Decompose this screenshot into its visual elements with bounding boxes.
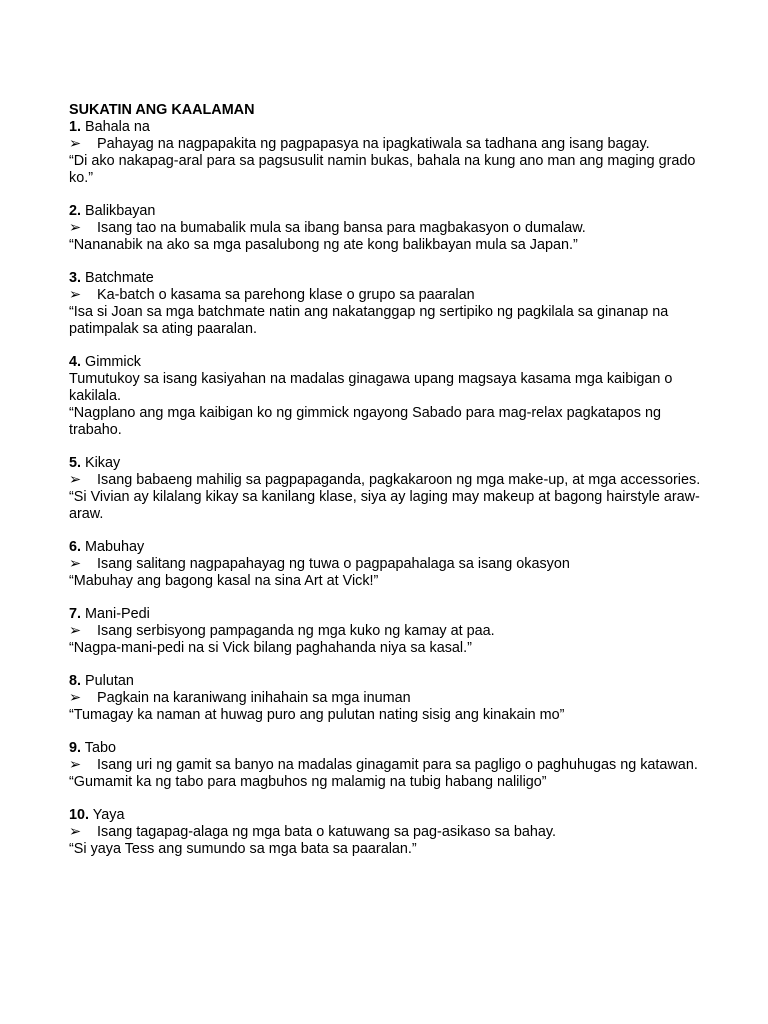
entry-number: 8. — [69, 673, 82, 689]
arrow-bullet-icon: ➢ — [69, 623, 82, 639]
vocabulary-entry — [69, 606, 709, 657]
term-line — [69, 606, 709, 623]
vocabulary-entry — [69, 270, 709, 338]
term-line — [69, 203, 709, 220]
arrow-bullet-icon: ➢ — [69, 757, 82, 773]
vocabulary-entry — [69, 354, 709, 439]
term-line — [69, 354, 709, 371]
definition-text: Ka-batch o kasama sa parehong klase o grupo sa paaralan — [97, 287, 475, 303]
example-sentence: “Tumagay ka naman at huwag puro ang pulutan nating sisig ang kinakain mo” — [69, 707, 565, 723]
definition — [69, 623, 709, 640]
arrow-bullet-icon: ➢ — [69, 472, 82, 488]
example-sentence: “Di ako nakapag-aral para sa pagsusulit namin bukas, bahala na kung ano man ang maging grado ko.” — [69, 153, 696, 186]
definition-text: Tumutukoy sa isang kasiyahan na madalas ginagawa upang magsaya kasama mga kaibigan o kakilala. — [69, 371, 673, 404]
definition — [69, 136, 709, 153]
example-sentence: “Si Vivian ay kilalang kikay sa kanilang klase, siya ay laging may makeup at bagong hairstyle araw-araw. — [69, 489, 700, 522]
definition — [69, 757, 709, 774]
term: Pulutan — [85, 673, 134, 689]
entry-number: 3. — [69, 270, 82, 286]
vocabulary-entry — [69, 740, 709, 791]
definition-text: Isang salitang nagpapahayag ng tuwa o pagpapahalaga sa isang okasyon — [97, 556, 570, 572]
definition-text: Isang tao na bumabalik mula sa ibang bansa para magbakasyon o dumalaw. — [97, 220, 586, 236]
term: Mani-Pedi — [85, 606, 150, 622]
vocabulary-entry — [69, 119, 709, 187]
term: Yaya — [92, 807, 125, 823]
entry-number: 10. — [69, 807, 90, 823]
entry-number: 6. — [69, 539, 82, 555]
example-sentence: “Nagpa-mani-pedi na si Vick bilang paghahanda niya sa kasal.” — [69, 640, 472, 656]
definition-text: Isang babaeng mahilig sa pagpapaganda, pagkakaroon ng mga make-up, at mga accessories. — [97, 472, 701, 488]
vocabulary-entry — [69, 807, 709, 858]
term: Mabuhay — [85, 539, 145, 555]
example-sentence: “Gumamit ka ng tabo para magbuhos ng malamig na tubig habang naliligo” — [69, 774, 547, 790]
term: Gimmick — [85, 354, 141, 370]
definition — [69, 824, 709, 841]
definition — [69, 287, 709, 304]
definition — [69, 690, 709, 707]
example-sentence: “Mabuhay ang bagong kasal na sina Art at Vick!” — [69, 573, 379, 589]
arrow-bullet-icon: ➢ — [69, 287, 82, 303]
term-line — [69, 673, 709, 690]
term: Bahala na — [85, 119, 150, 135]
definition-text: Pahayag na nagpapakita ng pagpapasya na ipagkatiwala sa tadhana ang isang bagay. — [97, 136, 650, 152]
definition — [69, 556, 709, 573]
term: Kikay — [85, 455, 121, 471]
term-line — [69, 455, 709, 472]
term: Balikbayan — [85, 203, 156, 219]
definition-text: Isang serbisyong pampaganda ng mga kuko ng kamay at paa. — [97, 623, 495, 639]
example-sentence: “Si yaya Tess ang sumundo sa mga bata sa paaralan.” — [69, 841, 417, 857]
definition — [69, 220, 709, 237]
term: Tabo — [84, 740, 116, 756]
definition-text: Isang tagapag-alaga ng mga bata o katuwang sa pag-asikaso sa bahay. — [97, 824, 556, 840]
document-title: SUKATIN ANG KAALAMAN — [69, 102, 255, 118]
entry-number: 1. — [69, 119, 82, 135]
definition-text: Isang uri ng gamit sa banyo na madalas ginagamit para sa pagligo o paghuhugas ng katawan. — [97, 757, 698, 773]
example-sentence: “Nagplano ang mga kaibigan ko ng gimmick ngayong Sabado para mag-relax pagkatapos ng trabaho. — [69, 405, 661, 438]
example-sentence: “Nananabik na ako sa mga pasalubong ng ate kong balikbayan mula sa Japan.” — [69, 237, 578, 253]
definition-text: Pagkain na karaniwang inihahain sa mga inuman — [97, 690, 411, 706]
arrow-bullet-icon: ➢ — [69, 220, 82, 236]
arrow-bullet-icon: ➢ — [69, 136, 82, 152]
vocabulary-entry — [69, 203, 709, 254]
entry-number: 7. — [69, 606, 82, 622]
entry-number: 2. — [69, 203, 82, 219]
arrow-bullet-icon: ➢ — [69, 690, 82, 706]
example-sentence: “Isa si Joan sa mga batchmate natin ang nakatanggap ng sertipiko ng pagkilala sa ginanap na patimpalak sa ating paaralan. — [69, 304, 669, 337]
term-line — [69, 539, 709, 556]
term-line — [69, 807, 709, 824]
vocabulary-entry — [69, 539, 709, 590]
document-page — [69, 102, 709, 874]
definition — [69, 472, 709, 489]
term-line — [69, 270, 709, 287]
entry-number: 4. — [69, 354, 82, 370]
term: Batchmate — [85, 270, 154, 286]
entry-number: 9. — [69, 740, 82, 756]
arrow-bullet-icon: ➢ — [69, 556, 82, 572]
arrow-bullet-icon: ➢ — [69, 824, 82, 840]
vocabulary-entry — [69, 455, 709, 523]
term-line — [69, 119, 709, 136]
vocabulary-entry — [69, 673, 709, 724]
term-line — [69, 740, 709, 757]
entry-number: 5. — [69, 455, 82, 471]
